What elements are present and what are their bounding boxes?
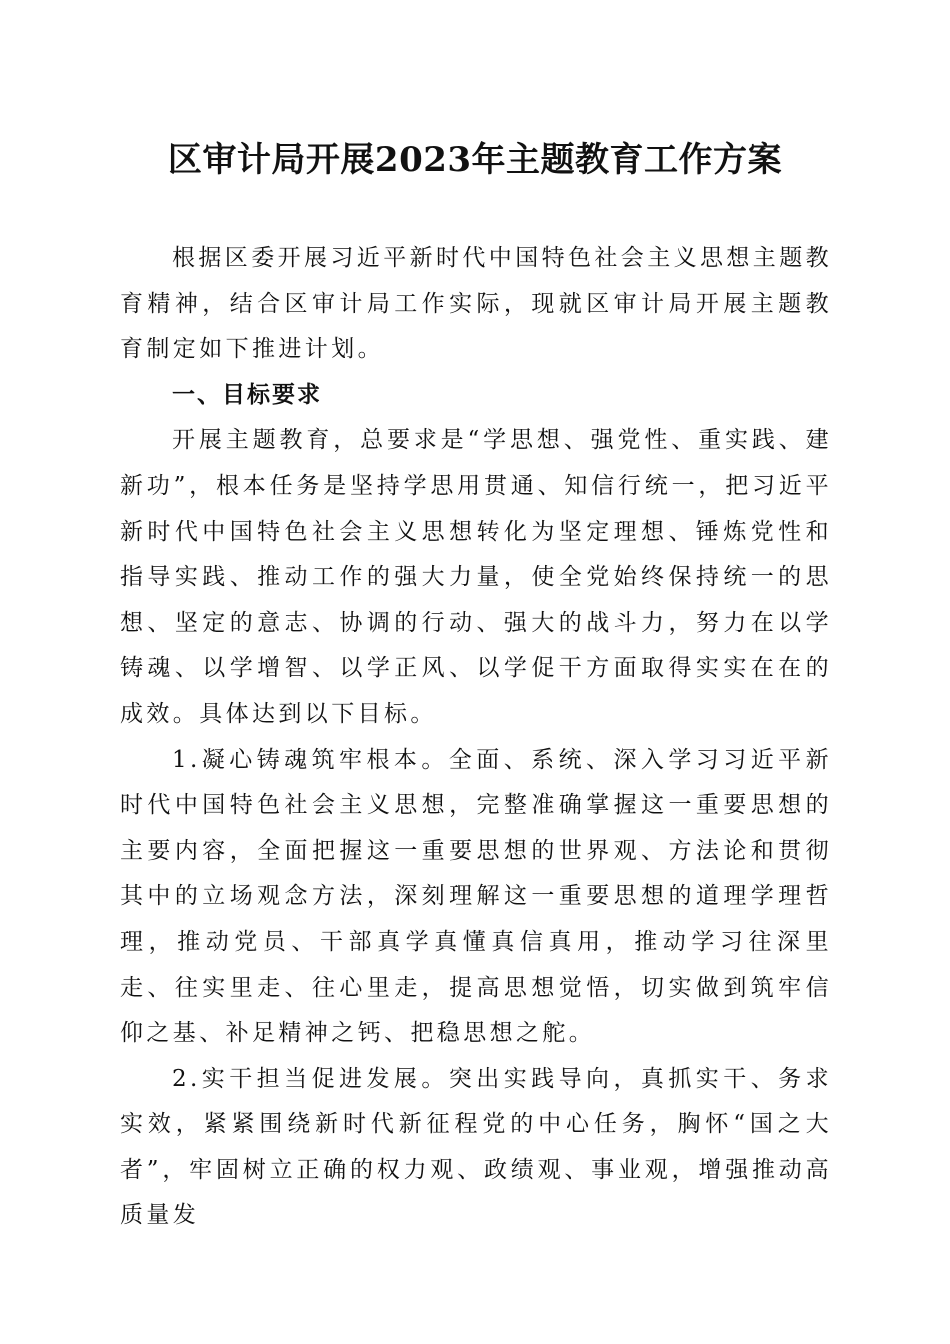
intro-paragraph: 根据区委开展习近平新时代中国特色社会主义思想主题教育精神，结合区审计局工作实际，现就区审计局开展主题教育制定如下推进计划。 [120, 245, 832, 363]
goal-item-1: 1.凝心铸魂筑牢根本。全面、系统、深入学习习近平新时代中国特色社会主义思想，完整准确掌握这一重要思想的主要内容，全面把握这一重要思想的世界观、方法论和贯彻其中的立场观念方法，深刻理解这一重要思想的道理学理哲理，推动党员、干部真学真懂真信真用，推动学习往深里走、往实里走、往心里走，提高思想觉悟，切实做到筑牢信仰之基、补足精神之钙、把稳思想之舵。 [120, 746, 832, 1047]
goals-paragraph: 开展主题教育，总要求是“学思想、强党性、重实践、建新功”，根本任务是坚持学思用贯通、知信行统一，把习近平新时代中国特色社会主义思想转化为坚定理想、锤炼党性和指导实践、推动工作的强大力量，使全党始终保持统一的思想、坚定的意志、协调的行动、强大的战斗力，努力在以学铸魂、以学增智、以学正风、以学促干方面取得实实在在的成效。具体达到以下目标。 [120, 427, 832, 727]
document-title: 区审计局开展2023年主题教育工作方案 [167, 140, 783, 180]
section-heading-goals: 一、目标要求 [172, 381, 322, 408]
document-body [120, 236, 832, 1239]
goal-item-2: 2.实干担当促进发展。突出实践导向，真抓实干、务求实效，紧紧围绕新时代新征程党的中心任务，胸怀“国之大者”，牢固树立正确的权力观、政绩观、事业观，增强推动高质量发 [120, 1065, 832, 1229]
